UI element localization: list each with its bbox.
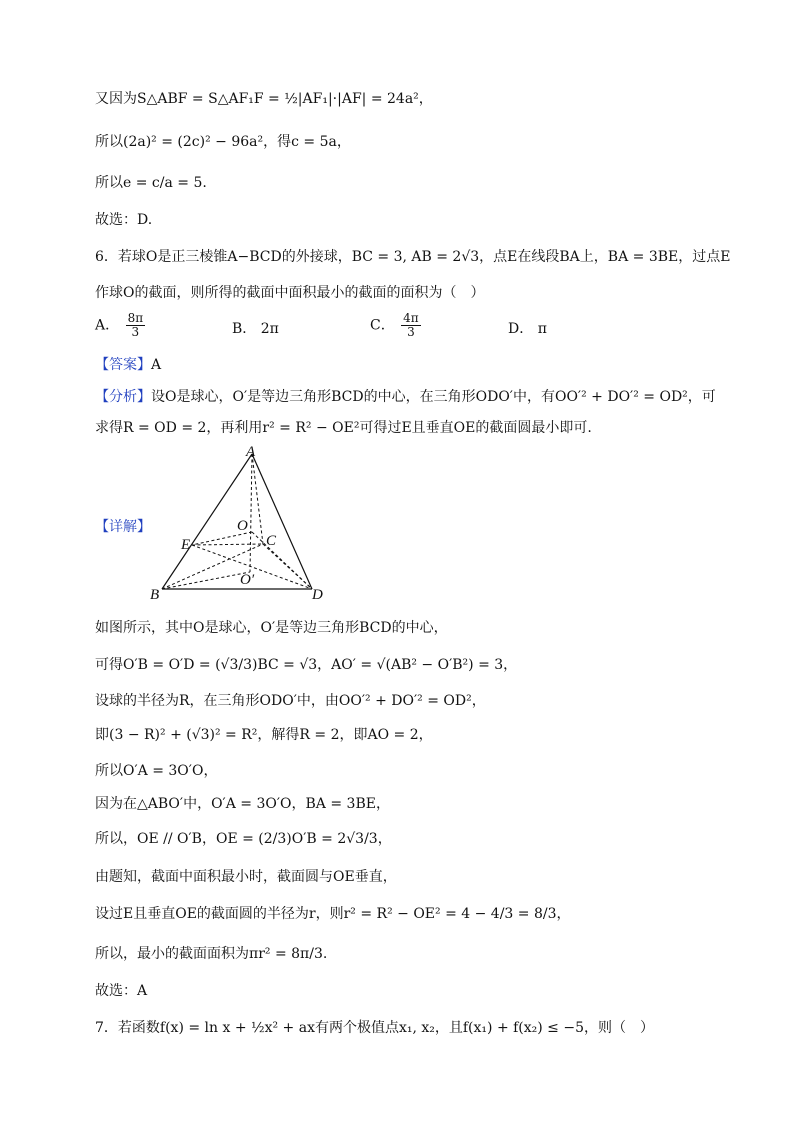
option-d-value: π [537,321,547,337]
line-3: 所以e = c/a = 5. [95,175,207,191]
analysis-line-1 [95,386,716,406]
question-6-line-2: 作球O的截面，则所得的截面中面积最小的截面的面积为（ ） [95,285,485,301]
option-d-label: D． [508,321,534,337]
edge-ad [252,454,312,589]
option-a [95,312,147,339]
solution-line-2: 可得O′B = O′D = (√3/3)BC = √3，AO′ = √(AB² − O′B²) = 3， [95,657,518,673]
option-c-fraction [401,312,421,339]
analysis-line-2: 求得R = OD = 2，再利用r² = R² − OE²可得过E且垂直OE的截面圆最小即可. [95,420,592,436]
solution-line-5: 所以O′A = 3O′O， [95,763,218,779]
option-b [232,318,279,338]
solution-line-10: 所以，最小的截面面积为πr² = 8π/3. [95,946,328,962]
line-2: 所以(2a)² = (2c)² − 96a²，得c = 5a， [95,134,351,150]
label-c: C [266,533,277,549]
question-7: 7．若函数f(x) = ln x + ½x² + ax有两个极值点x₁, x₂，且f(x₁) + f(x₂) ≤ −5，则（ ） [95,1020,655,1036]
analysis-text-1: 设O是球心，O′是等边三角形BCD的中心，在三角形ODO′中，有OO′² + DO′² = OD²，可 [151,389,716,405]
solution-line-1: 如图所示，其中O是球心，O′是等边三角形BCD的中心， [95,620,448,636]
detail-label: 【详解】 [95,519,151,535]
option-a-denominator: 3 [131,325,140,339]
solution-line-7: 所以，OE // O′B，OE = (2/3)O′B = 2√3/3， [95,831,392,847]
solution-line-11: 故选：A [95,983,148,999]
option-a-fraction [126,312,146,339]
pyramid-diagram [150,444,350,604]
option-d [508,318,547,338]
option-c-denominator: 3 [407,325,415,339]
option-b-label: B． [232,321,257,337]
question-6-line-1: 6．若球O是正三棱锥A−BCD的外接球，BC = 3, AB = 2√3，点E在线段BA上，BA = 3BE，过点E [95,249,731,265]
segment-ec [192,544,263,545]
option-a-numerator: 8π [127,311,144,325]
answer-label: 【答案】 [95,357,151,373]
solution-line-3: 设球的半径为R，在三角形ODO′中，由OO′² + DO′² = OD²， [95,693,486,709]
label-d: D [312,587,323,603]
segment-bo-prime [162,572,250,589]
option-c-numerator: 4π [403,311,419,325]
solution-line-4: 即(3 − R)² + (√3)² = R²，解得R = 2，即AO = 2， [95,727,433,743]
analysis-label: 【分析】 [95,389,151,405]
option-c-label: C． [370,317,395,334]
option-a-label: A． [95,317,120,334]
label-b: B [150,587,160,603]
label-a: A [246,444,256,460]
line-1: 又因为S△ABF = S△AF₁F = ½|AF₁|·|AF| = 24a²， [95,91,433,107]
segment-ao [250,454,252,572]
solution-line-6: 因为在△ABO′中，O′A = 3O′O，BA = 3BE， [95,796,390,812]
label-o: O [237,518,248,534]
solution-line-9: 设过E且垂直OE的截面圆的半径为r，则r² = R² − OE² = 4 − 4/3 = 8/3， [95,906,571,922]
label-e: E [181,537,191,553]
segment-od [252,532,312,589]
option-c [370,312,423,339]
line-4: 故选：D. [95,212,153,228]
option-b-value: 2π [260,321,279,337]
answer-line [95,354,161,374]
answer-value: A [151,357,162,373]
solution-line-8: 由题知，截面中面积最小时，截面圆与OE垂直， [95,869,397,885]
label-o-prime: O′ [240,572,255,588]
